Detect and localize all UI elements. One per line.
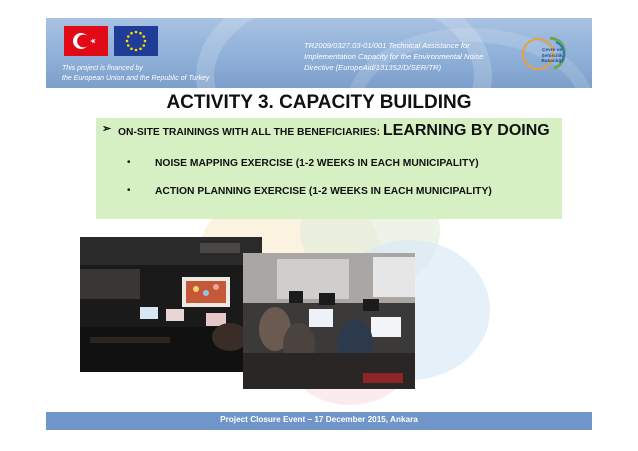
bullet-icon: • (127, 157, 131, 168)
training-room-photo-2 (243, 253, 415, 389)
bullet-icon: • (127, 185, 131, 196)
list-item-text: ACTION PLANNING EXERCISE (1-2 WEEKS IN EACH MUNICIPALITY) (155, 186, 492, 197)
project-line-1: TR2009/0327.03-01/001 Technical Assistance for (304, 41, 470, 50)
main-point (102, 122, 550, 140)
financing-note (62, 64, 282, 84)
list-item-text: NOISE MAPPING EXERCISE (1-2 WEEKS IN EACH MUNICIPALITY) (155, 158, 479, 169)
project-line-2: Implementation Capacity for the Environmental Noise (304, 52, 484, 61)
project-line-3: Directive (EuropeAid/131352/D/SER/TR) (304, 63, 442, 72)
list-item (127, 157, 479, 169)
main-point-emphasis: LEARNING BY DOING (382, 122, 550, 139)
slide-title: ACTIVITY 3. CAPACITY BUILDING (166, 92, 472, 113)
arrow-bullet-icon: ➢ (102, 123, 112, 135)
training-room-photo-1 (80, 237, 262, 372)
main-point-text: ON-SITE TRAININGS WITH ALL THE BENEFICIARIES: (118, 127, 380, 138)
ministry-logo-text: Çevre ve Şehircilik Bakanlığı (541, 48, 563, 64)
list-item (127, 185, 492, 197)
header-banner (46, 18, 592, 88)
finance-line-1: This project is financed by (62, 65, 143, 72)
footer-text: Project Closure Event – 17 December 2015, Ankara (220, 415, 418, 424)
finance-line-2: the European Union and the Republic of Turkey (62, 75, 210, 82)
eu-flag-icon (114, 26, 158, 56)
turkey-flag-icon (64, 26, 108, 56)
